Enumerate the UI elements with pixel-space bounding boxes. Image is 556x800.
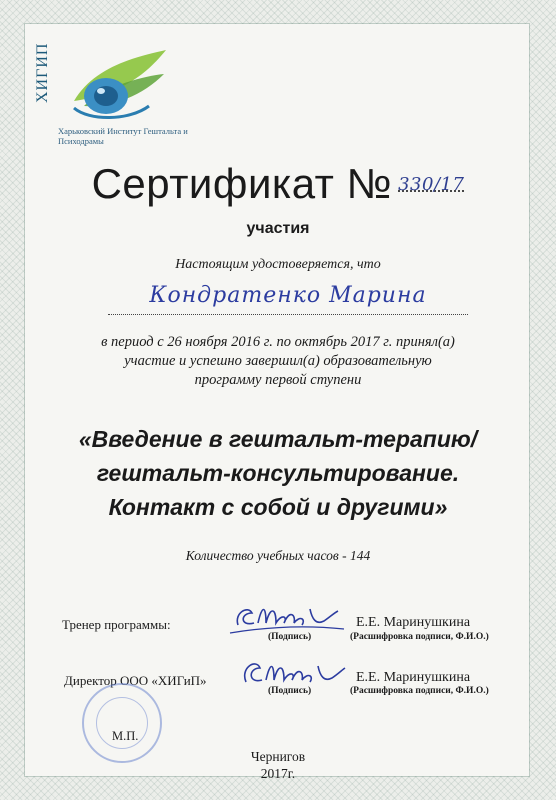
city: Чернигов xyxy=(250,749,306,764)
logo xyxy=(30,38,188,148)
hours-text: Количество учебных часов - 144 xyxy=(185,548,371,563)
trainer-signature-caption: (Подпись) xyxy=(268,632,312,642)
logo-abbreviation: ХИГИП xyxy=(34,42,51,104)
city-and-year xyxy=(0,748,556,782)
certificate-subtitle: участия xyxy=(246,220,310,237)
logo-institute-name: Харьковский Институт Гештальта и Психодрамы xyxy=(58,126,188,146)
title-text: Сертификат № xyxy=(91,160,393,207)
participant-name: Кондратенко Марина xyxy=(149,283,427,308)
period-line-2: участие и успешно завершил(а) образовательную xyxy=(124,353,432,369)
program-line-3: Контакт с собой и другими» xyxy=(108,494,448,520)
eye-leaf-icon xyxy=(54,46,174,128)
period-line-3: программу первой ступени xyxy=(194,372,362,388)
period-line-1: в период с 26 ноября 2016 г. по октябрь 2017 г. принял(а) xyxy=(101,334,455,350)
name-underline xyxy=(108,314,468,315)
certificate-title xyxy=(0,160,556,208)
director-name-caption: (Расшифровка подписи, Ф.И.О.) xyxy=(350,686,489,696)
director-name: Е.Е. Маринушкина xyxy=(356,670,471,685)
certificate-number: 330/17 xyxy=(398,174,465,195)
intro-text: Настоящим удостоверяется, что xyxy=(175,257,381,272)
program-line-1: «Введение в гештальт-терапию/ xyxy=(78,426,478,452)
trainer-name: Е.Е. Маринушкина xyxy=(356,615,471,630)
program-line-2: гештальт-консультирование. xyxy=(96,460,460,486)
director-signature-caption: (Подпись) xyxy=(268,686,312,696)
trainer-label: Тренер программы: xyxy=(62,617,171,632)
program-title xyxy=(0,422,556,524)
trainer-name-caption: (Расшифровка подписи, Ф.И.О.) xyxy=(350,632,489,642)
director-label: Директор ООО «ХИГиП» xyxy=(64,673,207,688)
seal-label: М.П. xyxy=(112,729,139,743)
year: 2017г. xyxy=(260,766,296,781)
